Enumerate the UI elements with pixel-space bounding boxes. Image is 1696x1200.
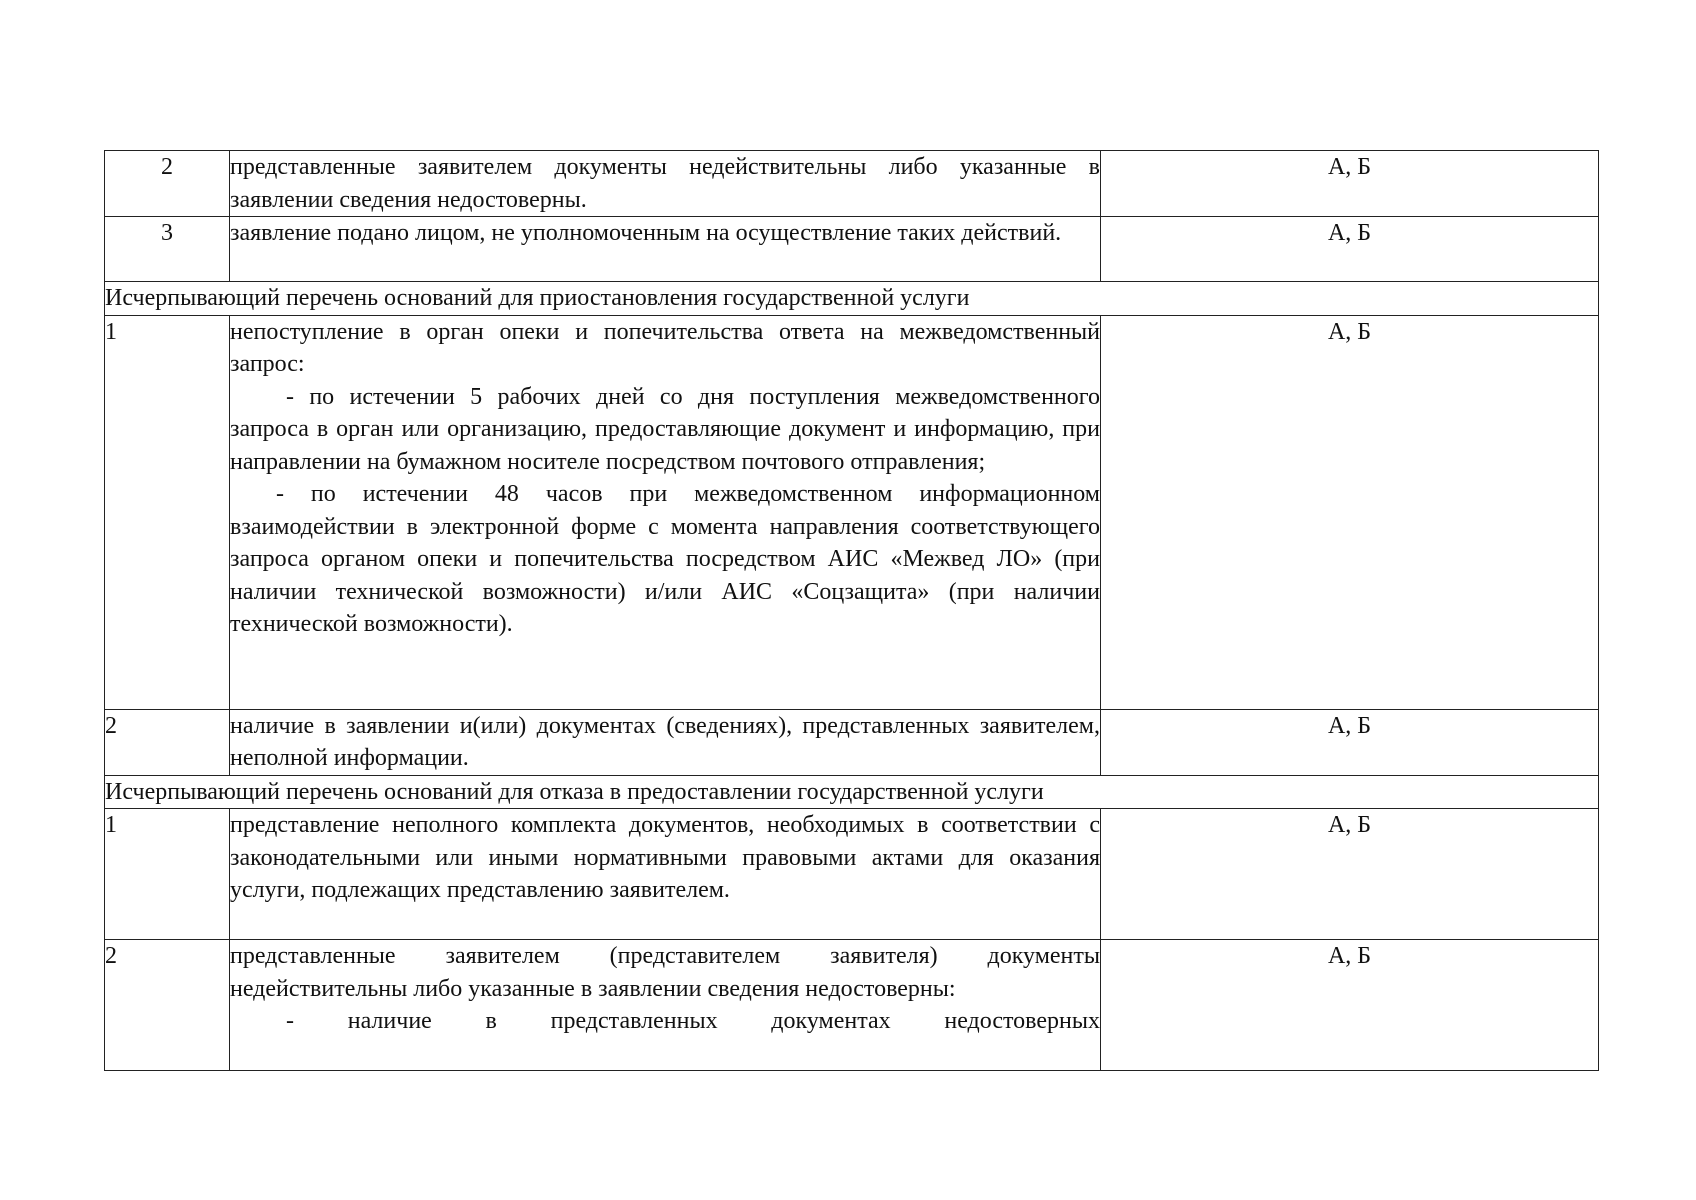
table-row bbox=[105, 315, 1599, 709]
table-row bbox=[105, 709, 1599, 775]
table-row bbox=[105, 940, 1599, 1071]
applicability-mark: А, Б bbox=[1101, 315, 1599, 709]
table-row bbox=[105, 809, 1599, 940]
row-description bbox=[230, 709, 1101, 775]
applicability-mark: А, Б bbox=[1101, 940, 1599, 1071]
section-heading-row bbox=[105, 282, 1599, 316]
description-paragraph: - наличие в представленных документах недостоверных bbox=[286, 1008, 1100, 1034]
description-paragraph: непоступление в орган опеки и попечительства ответа на межведомственный запрос: bbox=[230, 318, 1100, 377]
row-number: 2 bbox=[105, 940, 230, 1071]
row-description bbox=[230, 217, 1101, 282]
row-description bbox=[230, 940, 1101, 1071]
table-row bbox=[105, 151, 1599, 217]
section-heading-row bbox=[105, 775, 1599, 809]
description-paragraph: представление неполного комплекта документов, необходимых в соответствии с законодательными или иными нормативными правовыми актами для оказания услуги, подлежащих представлению заявителем. bbox=[230, 812, 1100, 903]
row-number: 2 bbox=[105, 151, 230, 217]
row-number: 3 bbox=[105, 217, 230, 282]
applicability-mark: А, Б bbox=[1101, 709, 1599, 775]
description-paragraph: представленные заявителем документы недействительны либо указанные в заявлении сведения недостоверны. bbox=[230, 154, 1100, 213]
applicability-mark: А, Б bbox=[1101, 809, 1599, 940]
table-row bbox=[105, 217, 1599, 282]
description-paragraph: наличие в заявлении и(или) документах (сведениях), представленных заявителем, неполной информации. bbox=[230, 712, 1100, 771]
applicability-mark: А, Б bbox=[1101, 217, 1599, 282]
description-paragraph: - по истечении 5 рабочих дней со дня поступления межведомственного запроса в орган или организацию, предоставляющие документ и информацию, при направлении на бумажном носителе посредством почтового отправления; bbox=[230, 383, 1100, 475]
row-number: 2 bbox=[105, 709, 230, 775]
row-description bbox=[230, 809, 1101, 940]
section-heading-suspension: Исчерпывающий перечень оснований для приостановления государственной услуги bbox=[105, 282, 1599, 316]
row-description bbox=[230, 315, 1101, 709]
description-paragraph: заявление подано лицом, не уполномоченным на осуществление таких действий. bbox=[230, 220, 1062, 246]
row-number: 1 bbox=[105, 315, 230, 709]
row-description bbox=[230, 151, 1101, 217]
applicability-mark: А, Б bbox=[1101, 151, 1599, 217]
row-number: 1 bbox=[105, 809, 230, 940]
section-heading-refusal: Исчерпывающий перечень оснований для отказа в предоставлении государственной услуги bbox=[105, 775, 1599, 809]
grounds-table bbox=[104, 150, 1599, 1071]
description-paragraph: представленные заявителем (представителем заявителя) документы недействительны либо указанные в заявлении сведения недостоверны: bbox=[230, 943, 1100, 1002]
description-paragraph: - по истечении 48 часов при межведомственном информационном взаимодействии в электронной форме с момента направления соответствующего запроса органом опеки и попечительства посредством АИС «Межвед ЛО» (при наличии технической возможности) и/или АИС «Соцзащита» (при наличии технической возможности). bbox=[230, 481, 1100, 637]
